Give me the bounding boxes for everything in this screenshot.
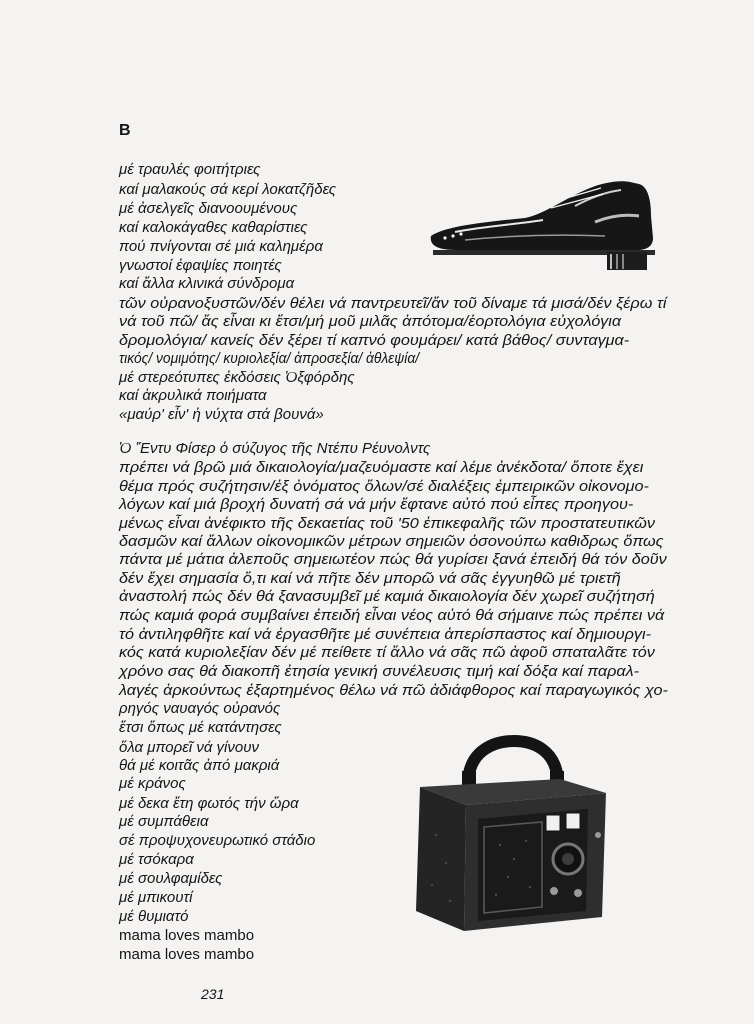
poem-line: ρηγός ναυαγός οὐρανός <box>119 700 281 717</box>
poem-line: μέ θυμιατό <box>119 908 189 925</box>
poem-line: μέ μπικουτί <box>119 889 193 906</box>
poem-line: ἀναστολή πώς δέν θά ξανασυμβεῖ μέ καμιά δικαιολογία δέν χωρεῖ συζήτησή <box>119 588 655 605</box>
poem-line: πάντα μέ μάτια ἀλεποῦς σημειωτέον πώς θά γυρίσει ξανά ἐπειδή θά τόν δοῦν <box>119 551 667 568</box>
poem-line: πού πνίγονται σέ μιά καλημέρα <box>119 238 323 255</box>
poem-line: σέ προψυχονευρωτικό στάδιο <box>119 832 316 849</box>
poem-line: καί ἀκρυλικά ποιήματα <box>119 387 267 404</box>
poem-line: μένως εἶναι ἀνέφικτο τῆς δεκαετίας τοῦ '50 ἐπικεφαλῆς τῶν προστατευτικῶν <box>119 515 656 532</box>
poem-line: μέ τραυλές φοιτήτριες <box>119 161 261 178</box>
poem-line: mama loves mambo <box>119 927 255 944</box>
poem-line: μέ στερεότυπες ἐκδόσεις Ὀξφόρδης <box>119 369 355 386</box>
section-mark: B <box>119 122 131 139</box>
poem-line: πρέπει νά βρῶ μιά δικαιολογία/μαζευόμαστε καί λέμε ἀνέκδοτα/ ὅποτε ἔχει <box>119 459 644 476</box>
poem-line: θά μέ κοιτᾶς ἀπό μακριά <box>119 757 280 774</box>
poem-line: γνωστοί ἐφαψίες ποιητές <box>119 257 282 274</box>
poem-line: μέ τσόκαρα <box>119 851 194 868</box>
poem-line: τικός/ νομιμότης/ κυριολεξία/ ἀπροσεξία/ ἀθλεψία/ <box>119 350 420 367</box>
poem-line: μέ κράνος <box>119 775 186 792</box>
poem-line: λόγων καί μιά βροχή δυνατή σά νά μήν ἔφτανε αὐτό πού εἶπες προηγου- <box>119 496 634 513</box>
camera-illustration <box>410 735 620 935</box>
poem-line: πώς καμιά φορά συμβαίνει ἐπειδή εἶναι νέος αὐτό θά σήμαινε πώς πρέπει νά <box>119 607 665 624</box>
poem-line: θέμα πρός συζήτησιν/ἐξ ὀνόματος ὅλων/σέ διαλέξεις ἐμπειρικῶν οἰκονομο- <box>119 478 649 495</box>
poem-line: καί καλοκάγαθες καθαρίστιες <box>119 219 308 236</box>
poem-line: τό ἀντιληφθῆτε καί νά ἐργασθῆτε μέ συνέπεια ἀπερίσπαστος καί δημιουργι- <box>119 626 652 643</box>
poem-line: ὅλα μπορεῖ νά γίνουν <box>119 739 259 756</box>
shoe-illustration <box>425 176 660 272</box>
poem-line: τῶν οὐρανοξυστῶν/δέν θέλει νά παντρευτεῖ/ἄν τοῦ δίναμε τά μισά/δέν ξέρω τί <box>119 295 667 312</box>
poem-line: δέν ἔχει σημασία ὅ,τι καί νά πῆτε δέν μπορῶ νά σᾶς ἐγγυηθῶ μέ τριετῆ <box>119 570 621 587</box>
poem-line: «μαύρ' εἶν' ἡ νύχτα στά βουνά» <box>119 406 324 423</box>
poem-line: Ὁ Ἔντυ Φίσερ ὁ σύζυγος τῆς Ντέπυ Ρέυνολντς <box>119 440 431 457</box>
poem-line: χρόνο σας θά διακοπῆ ἐτησία γενική συνέλευσις τιμή καί δόξα καί παραλ- <box>119 663 639 680</box>
poem-line: μέ ἀσελγεῖς διανοουμένους <box>119 200 298 217</box>
poem-line: καί ἄλλα κλινικά σύνδρομα <box>119 275 295 292</box>
poem-line: μέ σουλφαμίδες <box>119 870 223 887</box>
poem-line: μέ δεκα ἔτη φωτός τήν ὥρα <box>119 795 299 812</box>
poem-line: mama loves mambo <box>119 946 255 963</box>
poem-line: μέ συμπάθεια <box>119 813 209 830</box>
poem-line: δασμῶν καί ἄλλων οἰκονομικῶν μέτρων σημειῶν ὁσονούπω καθιδρως ὅπως <box>119 533 664 550</box>
poem-line: λαγές ἀρκούντως ἐξαρτημένος θέλω νά πῶ ἀδιάφθορος καί παραγωγικός χο- <box>119 682 668 699</box>
poem-line: καί μαλακούς σά κερί λοκατζῆδες <box>119 181 337 198</box>
poem-line: νά τοῦ πῶ/ ἄς εἶναι κι ἔτσι/μή μοῦ μιλᾶς ἀπότομα/ἑορτολόγια εὐχολόγια <box>119 313 622 330</box>
poem-line: κός κατά κυριολεξίαν δέν μέ πείθετε τί ἄλλο νά σᾶς πῶ ἀφοῦ σπαταλᾶτε τόν <box>119 644 655 661</box>
poem-line: ἔτσι ὅπως μέ κατάντησες <box>119 719 282 736</box>
page-number: 231 <box>201 986 225 1002</box>
poem-line: δρομολόγια/ κανείς δέν ξέρει τί καπνό φουμάρει/ κατά βάθος/ συνταγμα- <box>119 332 630 349</box>
